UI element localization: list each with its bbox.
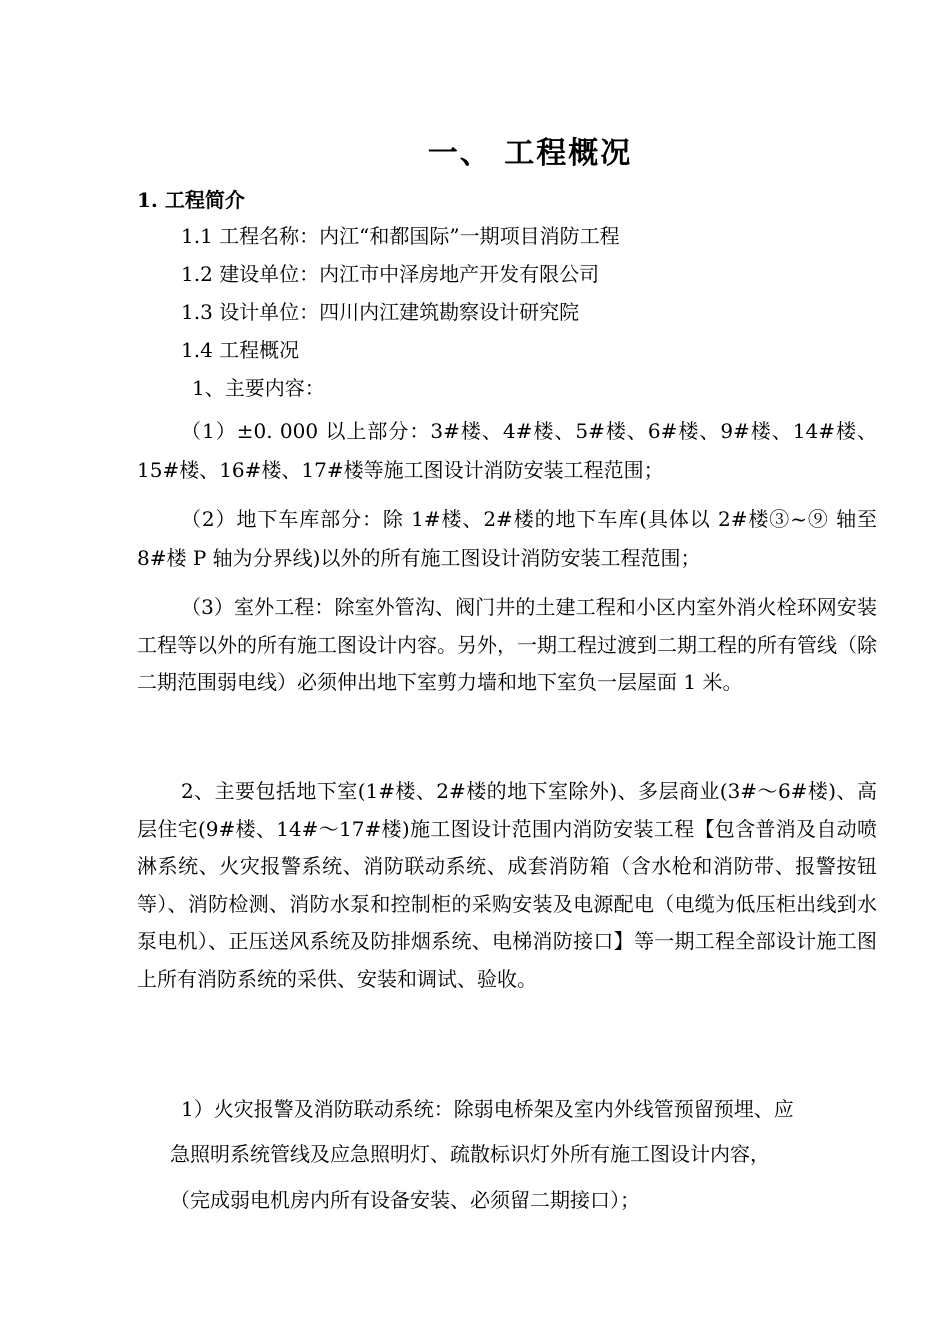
main-content-label: 1、主要内容： bbox=[192, 376, 325, 400]
info-overview: 1.4 工程概况 bbox=[181, 338, 300, 362]
sub-item-1-line-3: （完成弱电机房内所有设备安装、必须留二期接口）； bbox=[170, 1188, 640, 1212]
sub-item-1-line-2: 急照明系统管线及应急照明灯、疏散标识灯外所有施工图设计内容， bbox=[170, 1142, 770, 1166]
scope-paragraph: 2、主要包括地下室(1#楼、2#楼的地下室除外)、多层商业(3#～6#楼)、高层住宅(9#楼、14#～17#楼)施工图设计范围内消防安装工程【包含普消及自动喷淋系统、火灾报警系统、消防联动系统、成套消防箱（含水枪和消防带、报警按钮等）、消防检测、消防水泵和控制柜的采购安装及电源配电（电缆为低压柜出线到水泵电机）、正压送风系统及防排烟系统、电梯消防接口】等一期工程全部设计施工图上所有消防系统的采供、安装和调试、验收。 bbox=[137, 779, 877, 991]
item-3-paragraph: （3）室外工程：除室外管沟、阀门井的土建工程和小区内室外消火栓环网安装工程等以外的所有施工图设计内容。另外，一期工程过渡到二期工程的所有管线（除二期范围弱电线）必须伸出地下室剪力墙和地下室负一层屋面 1 米。 bbox=[137, 595, 877, 694]
page-title: 一、 工程概况 bbox=[427, 136, 633, 171]
item-1-paragraph: （1）±0. 000 以上部分：3#楼、4#楼、5#楼、6#楼、9#楼、14#楼、15#楼、16#楼、17#楼等施工图设计消防安装工程范围； bbox=[137, 419, 877, 482]
info-client: 1.2 建设单位：内江市中泽房地产开发有限公司 bbox=[181, 262, 600, 286]
info-designer: 1.3 设计单位：四川内江建筑勘察设计研究院 bbox=[181, 300, 580, 324]
info-project-name: 1.1 工程名称：内江“和都国际”一期项目消防工程 bbox=[181, 224, 620, 248]
section-heading: 1. 工程简介 bbox=[137, 188, 245, 212]
item-2-paragraph: （2）地下车库部分：除 1#楼、2#楼的地下车库(具体以 2#楼③~⑨ 轴至 8#楼 P 轴为分界线)以外的所有施工图设计消防安装工程范围； bbox=[137, 507, 877, 570]
sub-item-1-line-1: 1）火灾报警及消防联动系统：除弱电桥架及室内外线管预留预埋、应 bbox=[181, 1097, 794, 1121]
